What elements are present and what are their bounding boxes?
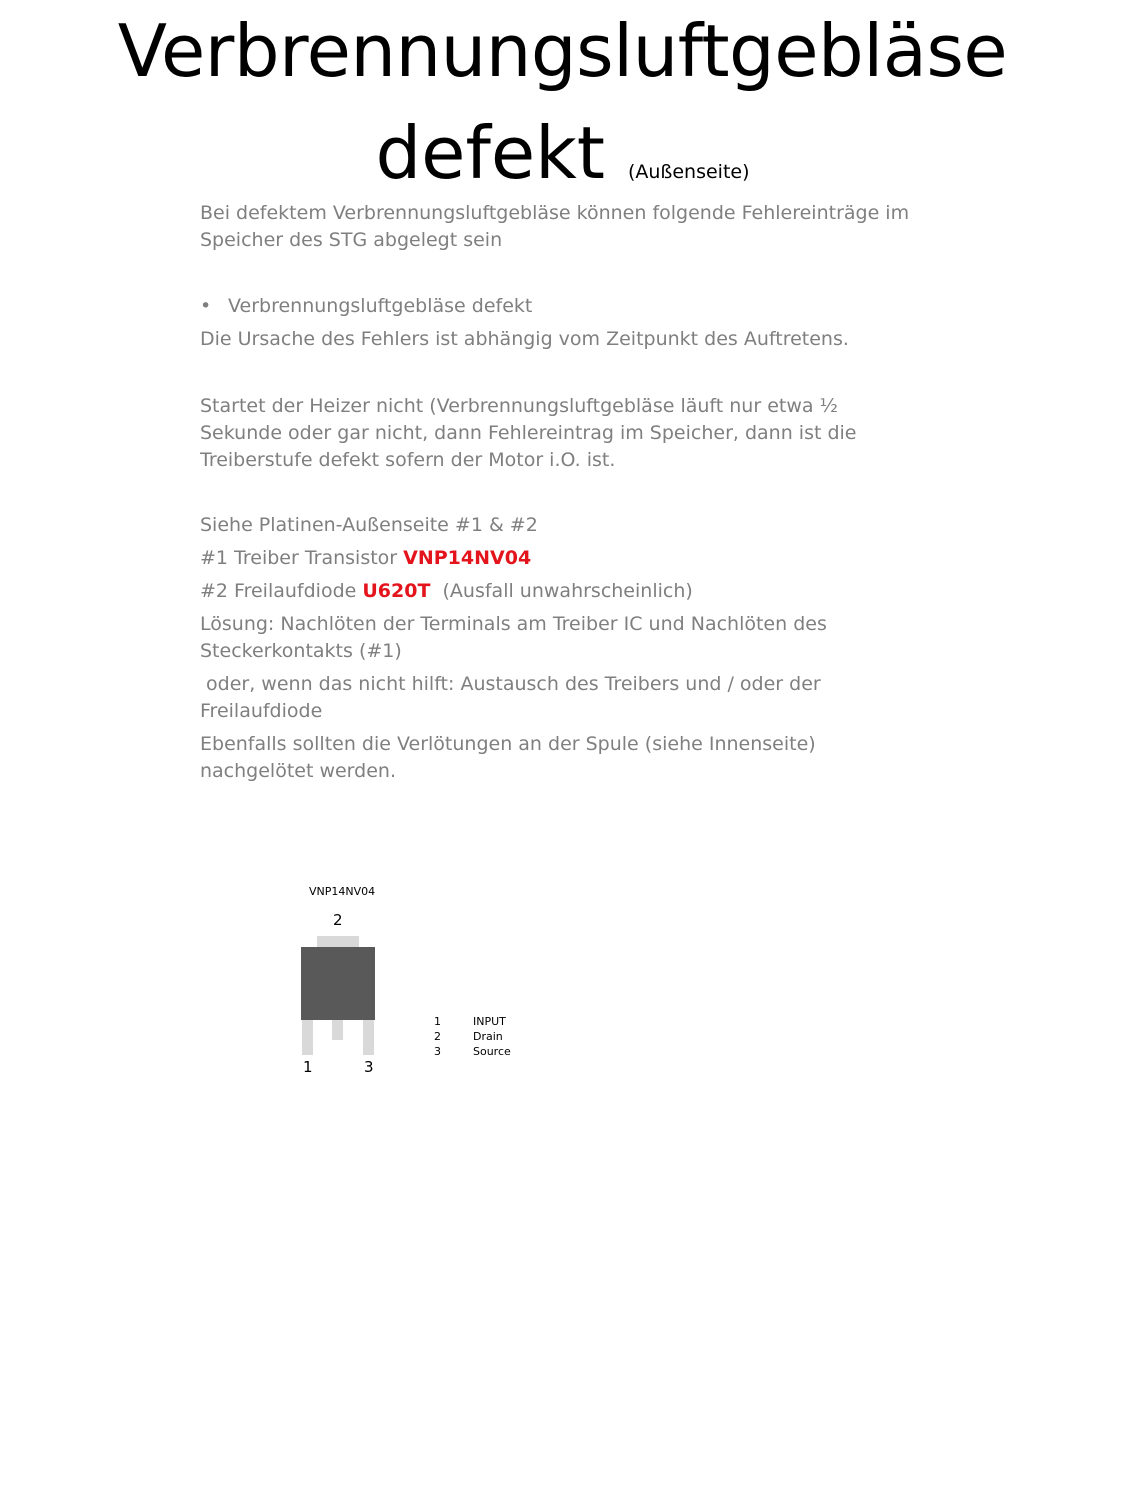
start-line-2: Sekunde oder gar nicht, dann Fehlereintrag im Speicher, dann ist die: [200, 422, 857, 444]
pin-2-label: 2: [333, 911, 343, 929]
bullet-icon: •: [200, 295, 212, 317]
transistor-body: [301, 947, 375, 1020]
body-text-block: [200, 200, 970, 254]
item-1-prefix: #1 Treiber Transistor: [200, 547, 404, 569]
page-title-word: defekt: [375, 111, 606, 195]
also-line-1: Ebenfalls sollten die Verlötungen an der Spule (siehe Innenseite): [200, 733, 816, 755]
alternative-line-1: oder, wenn das nicht hilft: Austausch des Treibers und / oder der: [200, 673, 821, 695]
bullet-block: [200, 293, 970, 320]
intro-line-2: Speicher des STG abgelegt sein: [200, 229, 503, 251]
also-line-2: nachgelötet werden.: [200, 760, 396, 782]
legend-row: [434, 1029, 511, 1044]
intro-paragraph: [200, 200, 970, 254]
see-reference: Siehe Platinen-Außenseite #1 & #2: [200, 514, 538, 536]
solution-paragraph: [200, 611, 970, 665]
transistor-pin-3: [363, 1019, 374, 1055]
item-2-part-number: U620T: [362, 580, 431, 602]
start-line-3: Treiberstufe defekt sofern der Motor i.O. ist.: [200, 449, 616, 471]
transistor-pin-1: [302, 1019, 313, 1055]
legend-name: Drain: [473, 1030, 503, 1043]
component-label: VNP14NV04: [309, 885, 376, 898]
also-paragraph: [200, 731, 970, 785]
alternative-line-2: Freilaufdiode: [200, 700, 323, 722]
item-1: [200, 545, 970, 572]
legend-num: 2: [434, 1030, 441, 1043]
pin-3-label: 3: [364, 1058, 374, 1076]
legend-name: Source: [473, 1045, 511, 1058]
legend-num: 3: [434, 1045, 441, 1058]
intro-line-1: Bei defektem Verbrennungsluftgebläse können folgende Fehlereinträge im: [200, 202, 910, 224]
transistor-pin-2-stub: [332, 1019, 343, 1040]
page-subtitle: (Außenseite): [627, 161, 750, 183]
cause-block: [200, 326, 970, 353]
legend-num: 1: [434, 1015, 441, 1028]
item-2-suffix: (Ausfall unwahrscheinlich): [430, 580, 693, 602]
transistor-tab: [317, 936, 359, 948]
legend-row: [434, 1014, 511, 1029]
cause-paragraph: Die Ursache des Fehlers ist abhängig vom Zeitpunkt des Auftretens.: [200, 328, 849, 350]
page-title: Verbrennungsluftgebläse: [117, 9, 1008, 93]
item-1-part-number: VNP14NV04: [403, 547, 532, 569]
legend-row: [434, 1044, 511, 1059]
alternative-paragraph: [200, 671, 970, 725]
legend-name: INPUT: [473, 1015, 506, 1028]
solution-line-1: Lösung: Nachlöten der Terminals am Treiber IC und Nachlöten des: [200, 613, 827, 635]
bullet-item: [200, 293, 970, 320]
start-block: [200, 393, 970, 474]
parts-block: [200, 512, 970, 785]
start-line-1: Startet der Heizer nicht (Verbrennungsluftgebläse läuft nur etwa ½: [200, 395, 838, 417]
bullet-text: Verbrennungsluftgebläse defekt: [228, 295, 533, 317]
start-paragraph: [200, 393, 970, 474]
pin-legend: [434, 1014, 511, 1059]
pin-1-label: 1: [303, 1058, 313, 1076]
item-2: [200, 578, 970, 605]
item-2-prefix: #2 Freilaufdiode: [200, 580, 363, 602]
solution-line-2: Steckerkontakts (#1): [200, 640, 402, 662]
